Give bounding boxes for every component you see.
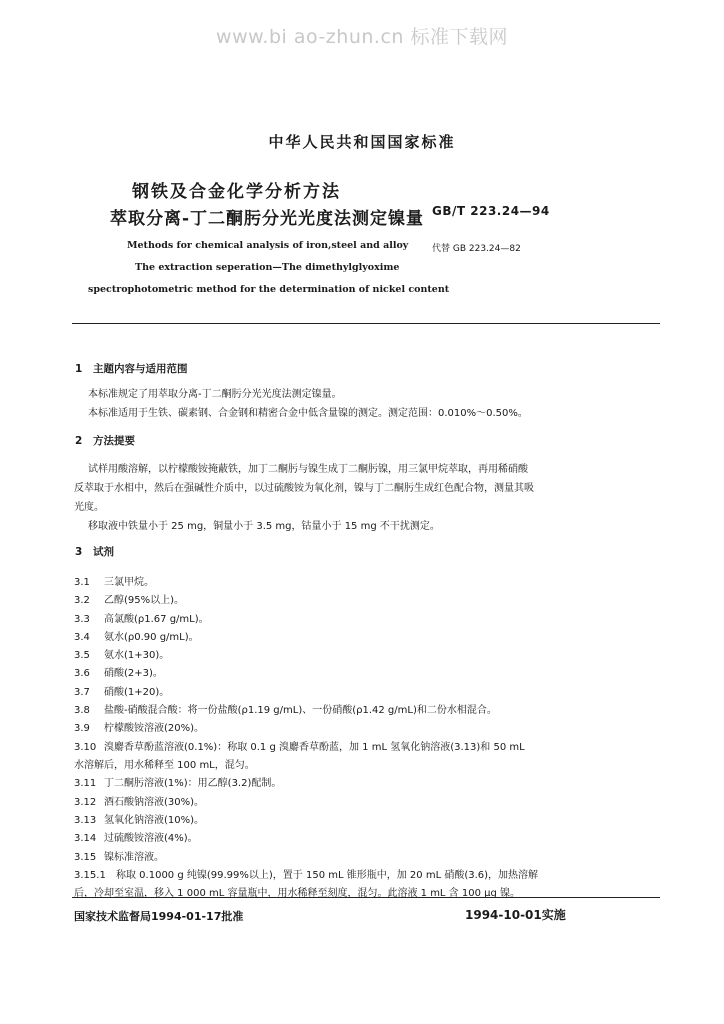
reagent-continuation: 后，冷却至室温，移入 1 000 mL 容量瓶中，用水稀释至刻度，混匀。此溶液 1 mL 含 100 μg 镍。 [74,888,521,899]
english-title-line-1: Methods for chemical analysis of iron,steel and alloy [127,240,409,251]
section-number: 2 [75,435,83,447]
reagent-number: 3.4 [74,632,90,643]
replaces-standard: 代替 GB 223.24—82 [432,244,521,254]
standard-number: GB/T 223.24—94 [432,204,550,218]
title-line-1: 钢铁及合金化学分析方法 [132,182,341,202]
footer-divider [72,897,660,898]
section-1-heading [75,361,188,376]
reagent-item [74,573,154,588]
reagent-number: 3.3 [74,614,90,625]
reagent-number: 3.15.1 [74,870,106,881]
reagent-text: 镍标准溶液。 [104,852,164,863]
reagent-text: 称取 0.1000 g 纯镍(99.99%以上)，置于 150 mL 锥形瓶中，加 20 mL 硝酸(3.6)，加热溶解 [116,870,539,881]
reagent-number: 3.14 [74,833,97,844]
english-title-line-2: The extraction seperation—The dimethylglyoxime [135,262,400,273]
reagent-continuation: 水溶解后，用水稀释至 100 mL，混匀。 [74,760,255,771]
section-2-paragraph-1-line-2: 反萃取于水相中，然后在强碱性介质中，以过硫酸铵为氧化剂，镍与丁二酮肟生成红色配合物，测量其吸 [74,483,534,494]
reagent-text: 氢氧化钠溶液(10%)。 [104,815,205,826]
reagent-number: 3.5 [74,650,90,661]
section-1-paragraph-1: 本标准规定了用萃取分离-丁二酮肟分光光度法测定镍量。 [88,389,342,400]
reagent-text: 乙醇(95%以上)。 [104,595,185,606]
reagent-number: 3.2 [74,595,90,606]
reagent-text: 硝酸(1+20)。 [104,687,170,698]
english-title-line-3: spectrophotometric method for the determination of nickel content [88,284,450,295]
reagent-item [74,848,164,863]
reagent-item [74,683,169,698]
section-3-heading [75,544,114,559]
reagent-item [74,664,163,679]
reagent-item [74,719,204,734]
reagent-item [74,829,198,844]
reagent-text: 酒石酸钠溶液(30%)。 [104,797,205,808]
section-2-paragraph-2: 移取液中铁量小于 25 mg，铜量小于 3.5 mg，钴量小于 15 mg 不干扰测定。 [88,521,440,532]
reagent-item [74,628,199,643]
reagent-number: 3.8 [74,705,90,716]
reagent-item [74,738,525,753]
reagent-number: 3.1 [74,577,90,588]
section-title: 试剂 [93,546,114,558]
reagent-item [74,701,497,716]
reagent-number: 3.10 [74,742,97,753]
reagent-number: 3.15 [74,852,97,863]
watermark: www.bi ao-zhun.cn 标准下载网 [216,26,508,48]
reagent-text: 过硫酸铵溶液(4%)。 [104,833,198,844]
section-number: 1 [75,363,83,375]
reagent-number: 3.12 [74,797,97,808]
reagent-number: 3.13 [74,815,97,826]
reagent-item [74,774,281,789]
reagent-text: 三氯甲烷。 [104,577,154,588]
section-1-paragraph-2: 本标准适用于生铁、碳素钢、合金钢和精密合金中低含量镍的测定。测定范围：0.010%～0.50%。 [88,408,528,419]
header-divider [72,323,660,324]
reagent-text: 高氯酸(ρ1.67 g/mL)。 [104,614,209,625]
reagent-number: 3.11 [74,778,97,789]
reagent-item [74,811,204,826]
reagent-number: 3.7 [74,687,90,698]
section-2-paragraph-1-line-3: 光度。 [74,502,104,513]
approval-date: 国家技术监督局1994-01-17批准 [74,910,244,923]
section-2-heading [75,433,135,448]
reagent-item [74,610,209,625]
section-number: 3 [75,546,83,558]
standard-org-heading: 中华人民共和国国家标准 [268,133,456,151]
reagent-item [74,646,169,661]
reagent-text: 柠檬酸铵溶液(20%)。 [104,723,205,734]
reagent-item [74,866,538,881]
reagent-text: 丁二酮肟溶液(1%)：用乙醇(3.2)配制。 [104,778,282,789]
section-title: 主题内容与适用范围 [93,363,188,375]
reagent-number: 3.6 [74,668,90,679]
title-line-2: 萃取分离-丁二酮肟分光光度法测定镍量 [110,209,425,229]
reagent-text: 硝酸(2+3)。 [104,668,163,679]
reagent-item [74,793,204,808]
reagent-number: 3.9 [74,723,90,734]
reagent-item [74,591,184,606]
reagent-text: 氨水(1+30)。 [104,650,170,661]
section-2-paragraph-1-line-1: 试样用酸溶解，以柠檬酸铵掩蔽铁，加丁二酮肟与镍生成丁二酮肟镍，用三氯甲烷萃取，再用稀硝酸 [88,464,528,475]
reagent-text: 盐酸-硝酸混合酸：将一份盐酸(ρ1.19 g/mL)、一份硝酸(ρ1.42 g/mL)和二份水相混合。 [104,705,497,716]
reagent-text: 氨水(ρ0.90 g/mL)。 [104,632,199,643]
section-title: 方法提要 [93,435,135,447]
reagent-text: 溴麝香草酚蓝溶液(0.1%)：称取 0.1 g 溴麝香草酚蓝，加 1 mL 氢氧化钠溶液(3.13)和 50 mL [104,742,525,753]
implementation-date: 1994-10-01实施 [465,908,566,922]
